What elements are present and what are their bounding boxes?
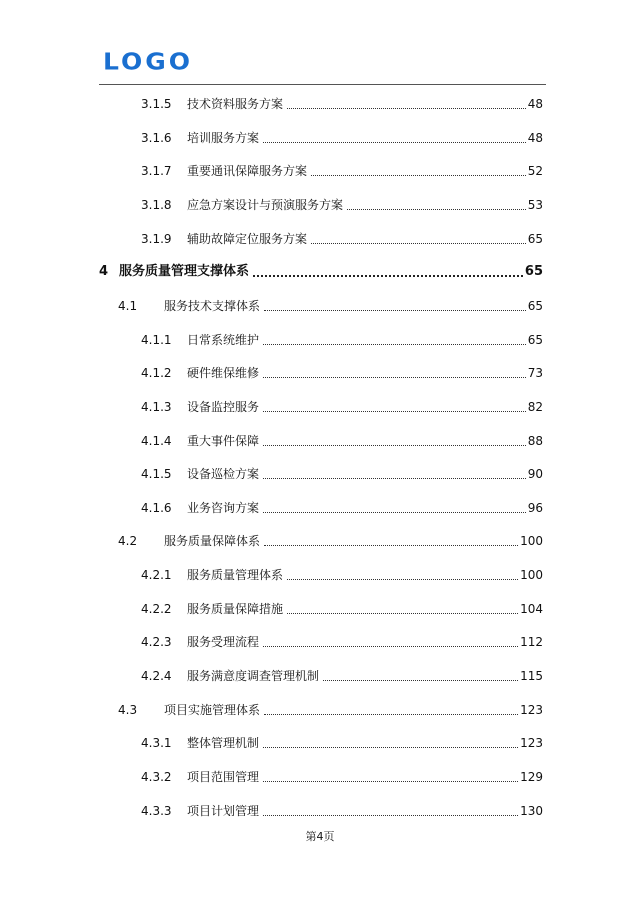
- toc-entry-title: 硬件维保维修: [187, 366, 260, 381]
- logo-text: LOGO: [103, 48, 194, 75]
- toc-entry-page: 100: [520, 534, 543, 549]
- toc-entry[interactable]: [0, 196, 640, 214]
- toc-entry-number: 4.3: [118, 702, 138, 717]
- toc-entry-number: 4.1.3: [141, 399, 172, 414]
- toc-entry-title: 服务满意度调查管理机制: [187, 669, 320, 684]
- dot-leader: [263, 411, 526, 412]
- toc-entry-title: 重大事件保障: [187, 433, 260, 448]
- toc-entry-number: 4.3.3: [141, 803, 172, 818]
- toc-entry-title: 服务技术支撑体系: [164, 298, 261, 313]
- toc-entry-title: 日常系统维护: [187, 332, 260, 347]
- dot-leader: [263, 478, 526, 479]
- toc-entry[interactable]: [0, 95, 640, 113]
- toc-entry-page: 115: [520, 669, 543, 684]
- toc-entry-number: 4.1: [118, 298, 138, 313]
- toc-entry-number: 4: [99, 264, 109, 280]
- toc-entry[interactable]: [0, 465, 640, 483]
- toc-entry-number: 4.3.2: [141, 770, 172, 784]
- toc-entry-page: 65: [527, 298, 543, 313]
- dot-leader: [263, 747, 518, 748]
- toc-entry-title: 设备巡检方案: [187, 467, 260, 482]
- toc-entry-title: 技术资料服务方案: [187, 97, 284, 111]
- toc-entry-title: 设备监控服务: [187, 399, 260, 414]
- toc-entry[interactable]: [0, 398, 640, 416]
- toc-entry-page: 96: [527, 500, 543, 515]
- toc-entry-title: 服务质量管理支撑体系: [119, 264, 250, 280]
- toc-entry[interactable]: [0, 331, 640, 349]
- toc-entry[interactable]: [0, 364, 640, 382]
- toc-entry-number: 4.2.3: [141, 635, 172, 650]
- toc-entry-title: 应急方案设计与预演服务方案: [187, 197, 344, 212]
- toc-entry-page: 65: [524, 264, 543, 280]
- toc-entry-title: 项目实施管理体系: [164, 702, 261, 717]
- toc-entry[interactable]: [0, 600, 640, 618]
- toc-entry[interactable]: [0, 802, 640, 820]
- toc-entry[interactable]: [0, 297, 640, 315]
- toc-entry-page: 73: [527, 366, 543, 381]
- toc-entry-page: 123: [520, 736, 543, 751]
- toc-entry-number: 3.1.9: [141, 231, 172, 246]
- toc-entry-number: 4.2.2: [141, 601, 172, 616]
- toc-entry-number: 3.1.6: [141, 130, 172, 145]
- toc-entry-title: 项目范围管理: [187, 770, 260, 784]
- toc-entry-title: 辅助故障定位服务方案: [187, 231, 308, 246]
- dot-leader: [264, 714, 518, 715]
- dot-leader: [264, 310, 526, 311]
- dot-leader: [263, 142, 526, 143]
- toc-entry-page: 82: [527, 399, 543, 414]
- toc-entry-title: 业务咨询方案: [187, 500, 260, 515]
- dot-leader: [287, 108, 526, 109]
- toc-entry-page: 65: [527, 231, 543, 246]
- toc-entry-number: 4.1.4: [141, 433, 172, 448]
- header-divider: [99, 84, 546, 85]
- toc-entry-page: 104: [520, 601, 543, 616]
- toc-entry-number: 4.3.1: [141, 736, 172, 751]
- page-number: 第4页: [305, 830, 335, 843]
- toc-entry-number: 4.1.1: [141, 332, 172, 347]
- toc-entry-page: 88: [527, 433, 543, 448]
- toc-entry-page: 53: [527, 197, 543, 212]
- toc-entry-page: 65: [527, 332, 543, 347]
- toc-entry-number: 4.2.1: [141, 568, 172, 583]
- dot-leader: [253, 275, 523, 277]
- toc-entry-number: 4.1.5: [141, 467, 172, 482]
- toc-entry-title: 服务质量保障措施: [187, 601, 284, 616]
- dot-leader: [347, 209, 526, 210]
- toc-entry[interactable]: [0, 701, 640, 719]
- dot-leader: [263, 646, 518, 647]
- toc-entry-page: 52: [527, 164, 543, 179]
- dot-leader: [311, 175, 526, 176]
- toc-entry-page: 100: [520, 568, 543, 583]
- dot-leader: [287, 613, 518, 614]
- toc-entry-number: 3.1.8: [141, 197, 172, 212]
- toc-entry-title: 服务质量管理体系: [187, 568, 284, 583]
- dot-leader: [263, 445, 526, 446]
- toc-entry[interactable]: [0, 768, 640, 786]
- toc-entry-number: 3.1.5: [141, 97, 172, 111]
- toc-entry-page: 48: [527, 130, 543, 145]
- toc-entry-title: 整体管理机制: [187, 736, 260, 751]
- toc-entry[interactable]: [0, 566, 640, 584]
- dot-leader: [263, 512, 526, 513]
- toc-entry[interactable]: [0, 162, 640, 180]
- dot-leader: [263, 781, 518, 782]
- toc-entry[interactable]: [0, 633, 640, 651]
- toc-entry[interactable]: [0, 230, 640, 248]
- toc-entry[interactable]: [0, 532, 640, 550]
- toc-entry-number: 4.1.2: [141, 366, 172, 381]
- toc-entry-title: 项目计划管理: [187, 803, 260, 818]
- logo: [103, 48, 193, 76]
- toc-entry-page: 123: [520, 702, 543, 717]
- toc-entry-page: 112: [520, 635, 543, 650]
- dot-leader: [287, 579, 518, 580]
- toc-entry-number: 4.1.6: [141, 500, 172, 515]
- dot-leader: [263, 344, 526, 345]
- toc-entry[interactable]: [0, 129, 640, 147]
- dot-leader: [311, 243, 526, 244]
- toc-entry-number: 3.1.7: [141, 164, 172, 179]
- toc-entry-number: 4.2: [118, 534, 138, 549]
- toc-entry-title: 服务质量保障体系: [164, 534, 261, 549]
- toc-entry[interactable]: [0, 734, 640, 752]
- toc-entry-number: 4.2.4: [141, 669, 172, 684]
- toc-entry-page: 130: [520, 803, 543, 818]
- toc-entry-title: 重要通讯保障服务方案: [187, 164, 308, 179]
- toc-entry-page: 48: [527, 97, 543, 111]
- toc-entry[interactable]: [0, 667, 640, 685]
- toc-entry-page: 129: [520, 770, 543, 784]
- toc-entry[interactable]: [0, 432, 640, 450]
- toc-entry[interactable]: [0, 499, 640, 517]
- dot-leader: [264, 545, 518, 546]
- dot-leader: [263, 815, 518, 816]
- dot-leader: [263, 377, 526, 378]
- toc-entry-title: 服务受理流程: [187, 635, 260, 650]
- toc-entry-page: 90: [527, 467, 543, 482]
- toc-entry[interactable]: [0, 263, 640, 281]
- dot-leader: [323, 680, 518, 681]
- toc-entry-title: 培训服务方案: [187, 130, 260, 145]
